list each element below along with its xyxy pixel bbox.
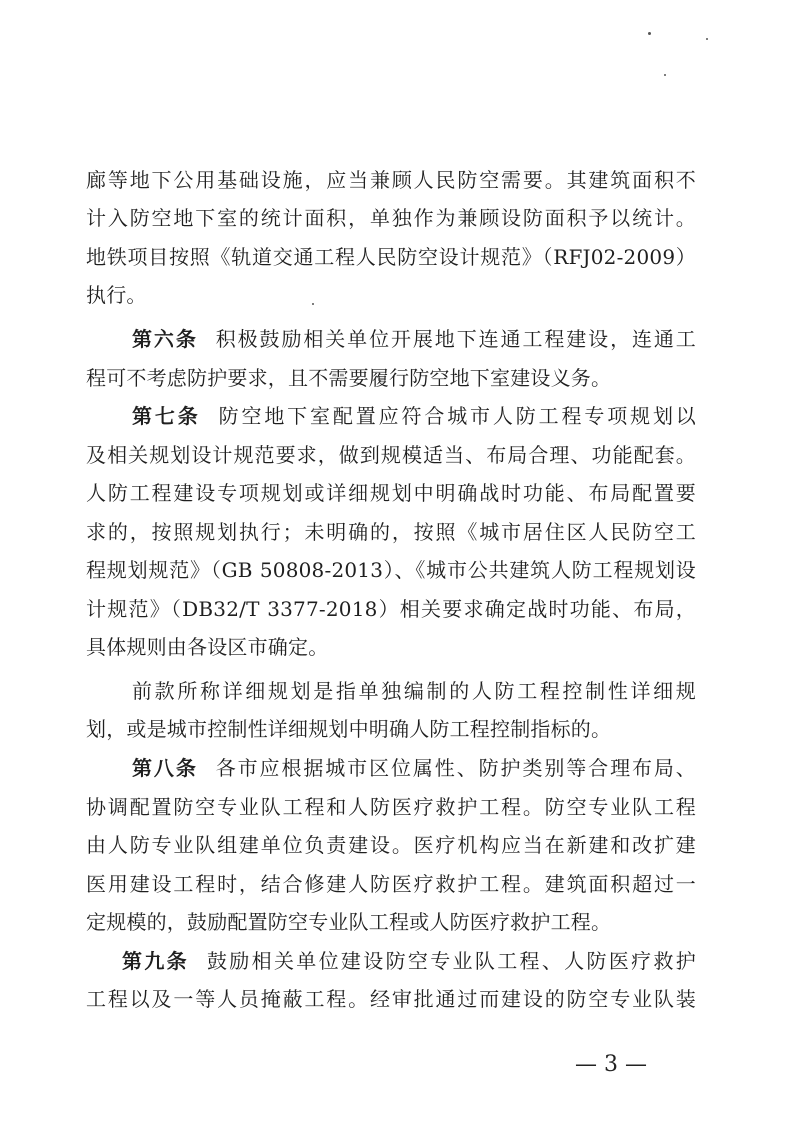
- scan-speck: [312, 303, 314, 305]
- body-line: 划，或是城市控制性详细规划中明确人防工程控制指标的。: [86, 717, 612, 741]
- article-heading: 第六条: [132, 327, 198, 351]
- body-line: 由人防专业队组建单位负责建设。医疗机构应当在新建和改扩建: [86, 833, 696, 857]
- article-text: 鼓励相关单位建设防空专业队工程、人防医疗救护: [206, 949, 696, 973]
- body-line: 廊等地下公用基础设施，应当兼顾人民防空需要。其建筑面积不: [86, 168, 696, 192]
- body-line: 医用建设工程时，结合修建人防医疗救护工程。建筑面积超过一: [86, 872, 696, 896]
- article-text: 积极鼓励相关单位开展地下连通工程建设，连通工: [215, 327, 696, 351]
- body-line: 人防工程建设专项规划或详细规划中明确战时功能、布局配置要: [86, 481, 696, 505]
- body-line: 定规模的，鼓励配置防空专业队工程或人防医疗救护工程。: [86, 910, 612, 934]
- article-line: [132, 322, 696, 356]
- body-line: 工程以及一等人员掩蔽工程。经审批通过而建设的防空专业队装: [86, 987, 696, 1011]
- body-line: 求的，按照规划执行；未明确的，按照《城市居住区人民防空工: [86, 520, 696, 544]
- body-line: 具体规则由各设区市确定。: [86, 635, 329, 659]
- body-line: 计入防空地下室的统计面积，单独作为兼顾设防面积予以统计。: [86, 206, 696, 230]
- body-line: 及相关规划设计规范要求，做到规模适当、布局合理、功能配套。: [86, 443, 696, 467]
- body-line: 程可不考虑防护要求，且不需要履行防空地下室建设义务。: [86, 366, 612, 390]
- scan-speck: [664, 74, 666, 76]
- scan-speck: [648, 32, 651, 35]
- article-heading: 第七条: [132, 404, 201, 428]
- article-line: [132, 399, 696, 433]
- body-line: 协调配置防空专业队工程和人防医疗救护工程。防空专业队工程: [86, 795, 696, 819]
- article-text: 各市应根据城市区位属性、防护类别等合理布局、: [215, 756, 696, 780]
- body-line: 计规范》（DB32/T 3377-2018）相关要求确定战时功能、布局，: [86, 597, 696, 621]
- article-heading: 第九条: [122, 949, 189, 973]
- scan-speck: [706, 38, 708, 40]
- article-heading: 第八条: [132, 756, 198, 780]
- body-line: 程规划规范》（GB 50808-2013）、《城市公共建筑人防工程规划设: [86, 558, 696, 582]
- body-line: 地铁项目按照《轨道交通工程人民防空设计规范》（RFJ02-2009）: [86, 245, 696, 269]
- body-line: 执行。: [86, 283, 147, 307]
- article-line: [132, 751, 696, 785]
- body-line: 前款所称详细规划是指单独编制的人防工程控制性详细规: [132, 679, 696, 703]
- article-text: 防空地下室配置应符合城市人防工程专项规划以: [218, 404, 696, 428]
- page-number: — 3 —: [575, 1052, 647, 1077]
- article-line: [122, 944, 696, 978]
